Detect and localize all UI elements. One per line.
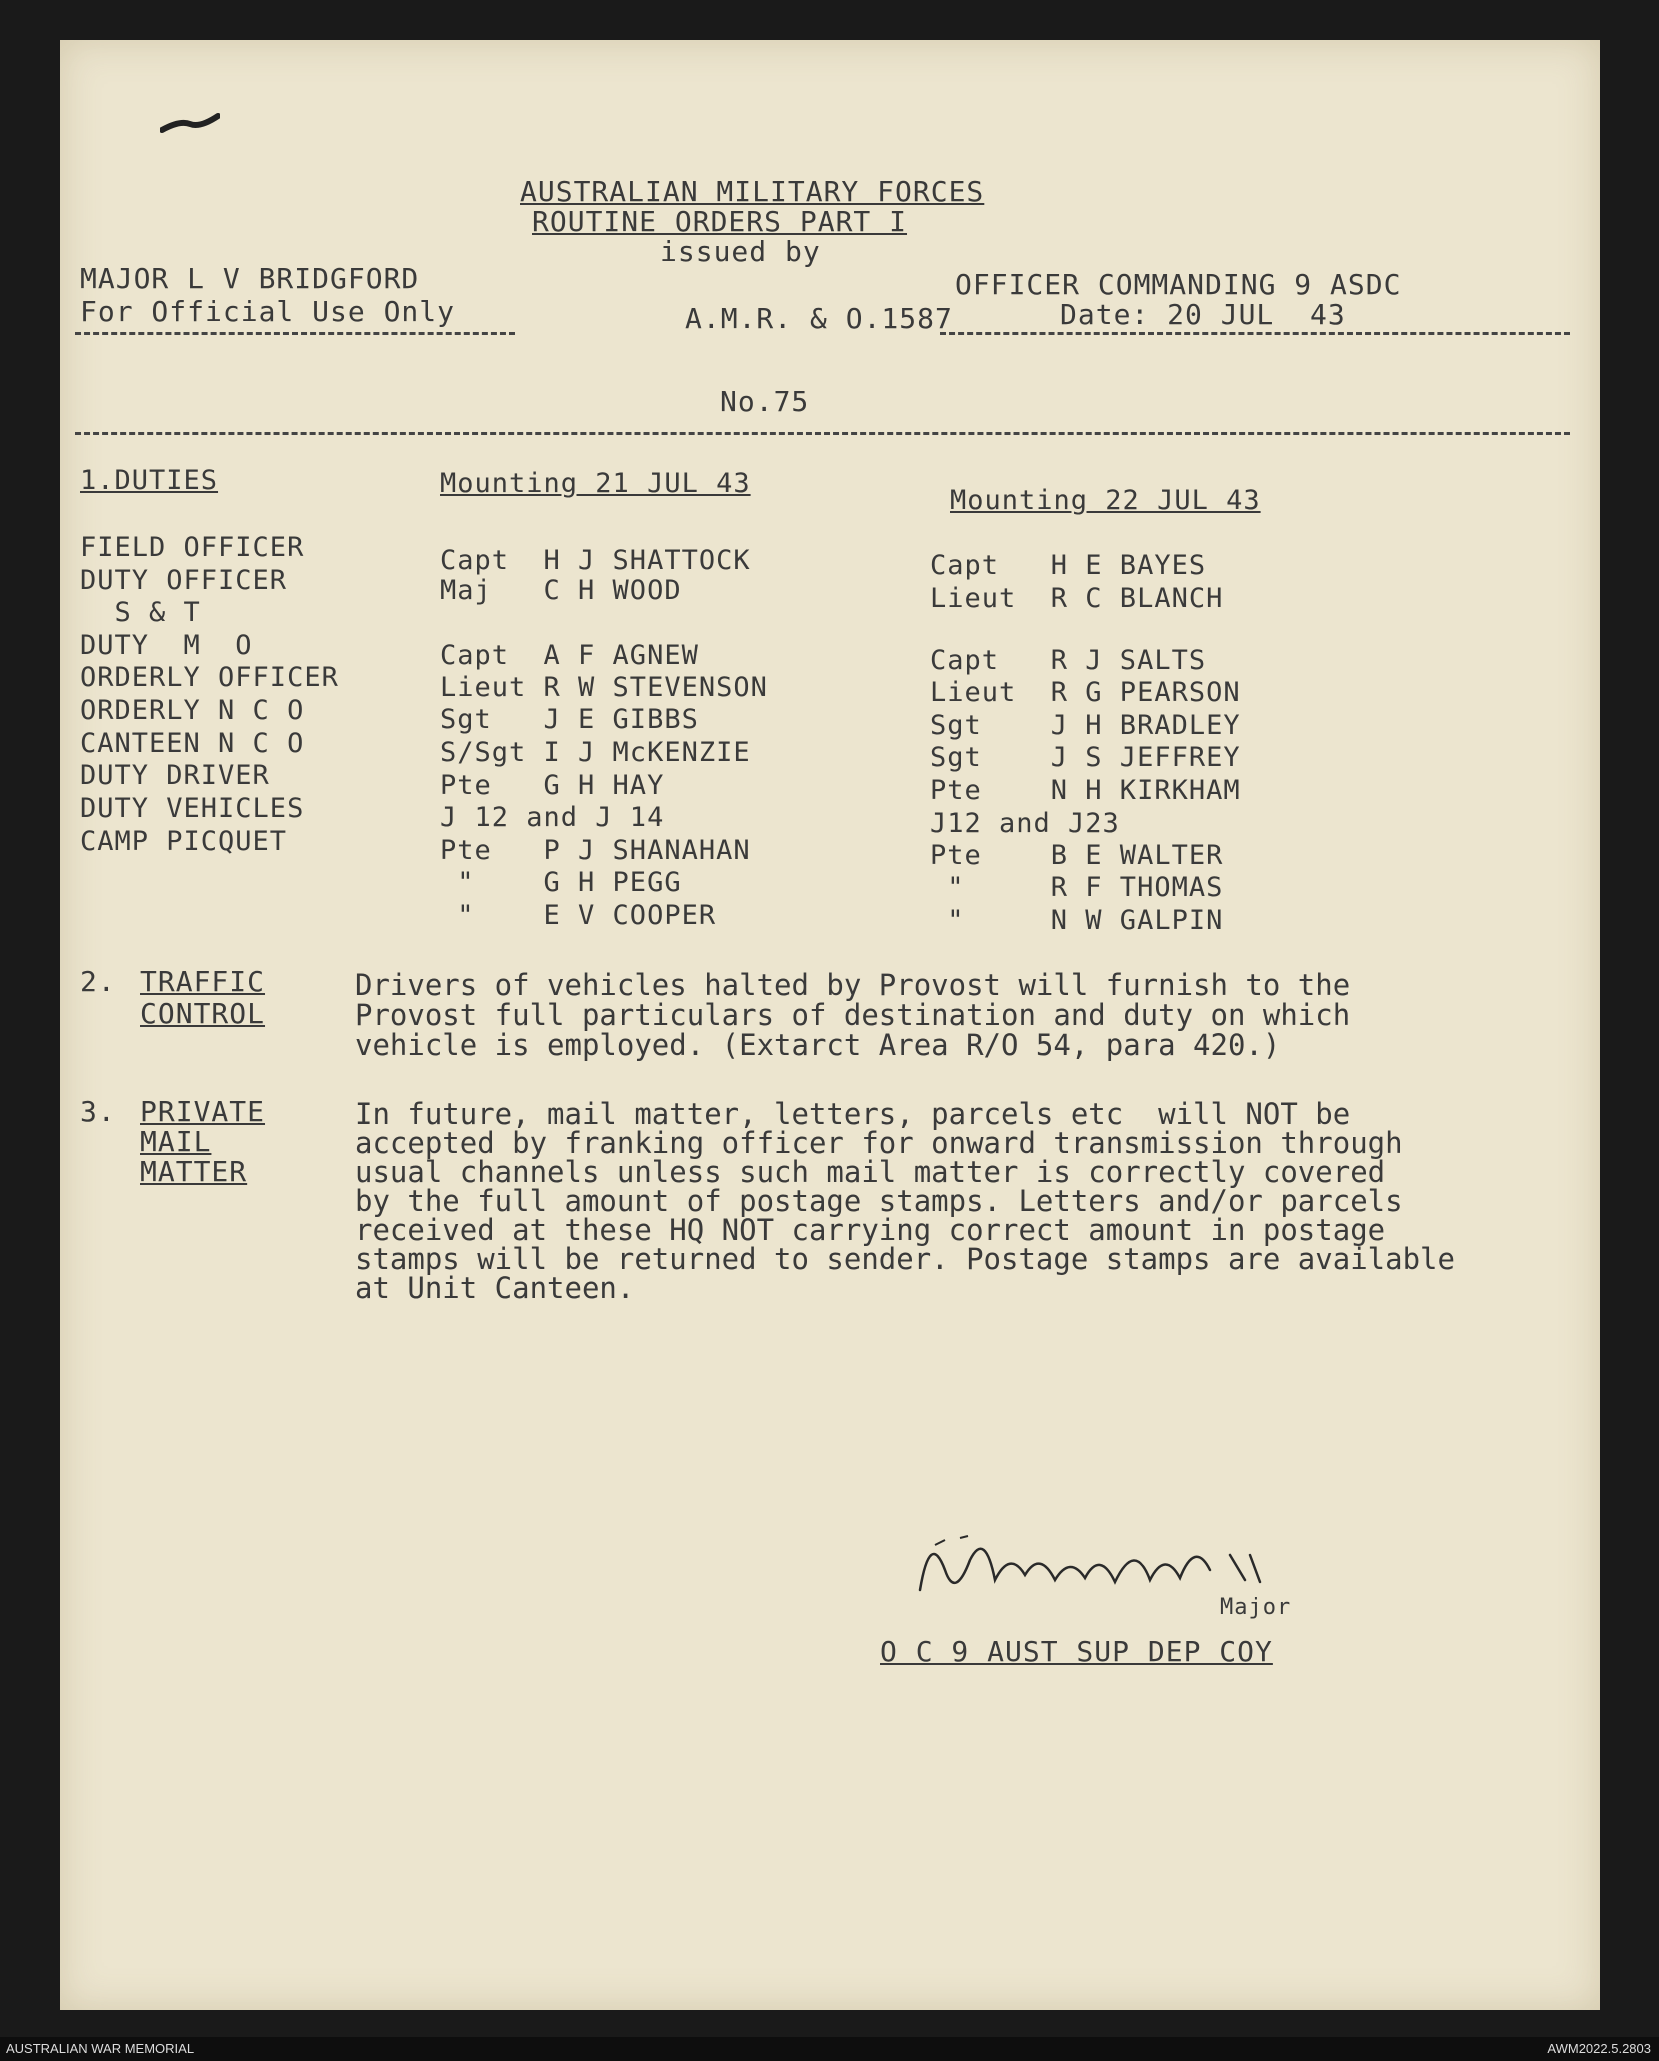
duties-heading: 1.DUTIES	[80, 465, 219, 496]
archive-reference: AWM2022.5.2803	[1547, 2041, 1651, 2056]
duty-col1: Lieut R W STEVENSON	[440, 672, 768, 703]
duty-col2: Capt H E BAYES	[930, 550, 1207, 581]
order-date: Date: 20 JUL 43	[1060, 298, 1346, 331]
header-rule-right	[940, 332, 1570, 335]
mail-body: In future, mail matter, letters, parcels etc will NOT be accepted by franking officer for onward transmission through usual channels unless such mail matter is correctly covered by the full amount of postage stamps. Letters and/or parcels received at these HQ NOT carrying correct amount in postage stamps will be returned to sender. Postage stamps are available at Unit Canteen.	[355, 1097, 1455, 1305]
title-line-1: AUSTRALIAN MILITARY FORCES	[520, 175, 985, 208]
duty-col2: Capt R J SALTS	[930, 645, 1207, 676]
mail-number: 3.	[80, 1095, 116, 1128]
column-heading-21-jul: Mounting 21 JUL 43	[440, 468, 751, 499]
duty-col1: Capt A F AGNEW	[440, 640, 699, 671]
duty-col1: Maj C H WOOD	[440, 575, 682, 606]
duty-label: CAMP PICQUET	[80, 826, 288, 857]
duty-col2: J12 and J23	[930, 808, 1120, 839]
duty-col1: Pte G H HAY	[440, 770, 665, 801]
traffic-heading-2: CONTROL	[140, 997, 266, 1030]
header-rule-left	[75, 332, 515, 335]
duty-col1: " E V COOPER	[440, 900, 717, 931]
signature-unit: O C 9 AUST SUP DEP COY	[880, 1635, 1273, 1668]
signature-rank: Major	[1220, 1595, 1292, 1620]
duty-col2: Pte B E WALTER	[930, 840, 1224, 871]
duty-label: DUTY DRIVER	[80, 760, 270, 791]
duty-label: ORDERLY OFFICER	[80, 662, 339, 693]
duty-label: DUTY M O	[80, 630, 253, 661]
archive-footer	[0, 2037, 1659, 2061]
section-rule	[75, 432, 1570, 435]
duty-col2: " R F THOMAS	[930, 872, 1224, 903]
issued-by: issued by	[660, 235, 821, 268]
pin-mark-icon	[160, 110, 220, 136]
mail-heading-1: PRIVATE	[140, 1095, 266, 1128]
order-number: No.75	[720, 385, 810, 418]
duty-col1: S/Sgt I J McKENZIE	[440, 737, 751, 768]
column-heading-22-jul: Mounting 22 JUL 43	[950, 485, 1261, 516]
traffic-number: 2.	[80, 965, 116, 998]
traffic-body: Drivers of vehicles halted by Provost will furnish to the Provost full particulars of destination and duty on which vehicle is employed. (Extarct Area R/O 54, para 420.)	[355, 968, 1351, 1062]
duty-col1: Pte P J SHANAHAN	[440, 835, 751, 866]
commanding-officer: OFFICER COMMANDING 9 ASDC	[955, 268, 1402, 301]
archive-name: AUSTRALIAN WAR MEMORIAL	[6, 2041, 195, 2056]
duty-label: S & T	[80, 597, 201, 628]
duty-col2: Sgt J S JEFFREY	[930, 742, 1241, 773]
traffic-heading-1: TRAFFIC	[140, 965, 266, 998]
duty-label: FIELD OFFICER	[80, 532, 305, 563]
title-line-2: ROUTINE ORDERS PART I	[532, 205, 908, 238]
duty-col2: Pte N H KIRKHAM	[930, 775, 1241, 806]
duty-col1: Sgt J E GIBBS	[440, 704, 699, 735]
duty-label: DUTY VEHICLES	[80, 793, 305, 824]
duty-col2: Lieut R G PEARSON	[930, 677, 1241, 708]
issuer-name: MAJOR L V BRIDGFORD	[80, 262, 420, 295]
duty-label: CANTEEN N C O	[80, 728, 305, 759]
duty-col2: " N W GALPIN	[930, 905, 1224, 936]
duty-label: ORDERLY N C O	[80, 695, 305, 726]
duty-col1: Capt H J SHATTOCK	[440, 545, 751, 576]
regulation-ref: A.M.R. & O.1587	[685, 302, 953, 335]
mail-heading-2: MAIL	[140, 1125, 212, 1158]
mail-heading-3: MATTER	[140, 1155, 248, 1188]
official-use-note: For Official Use Only	[80, 295, 456, 328]
duty-col1: J 12 and J 14	[440, 802, 665, 833]
duty-col2: Lieut R C BLANCH	[930, 583, 1224, 614]
duty-col2: Sgt J H BRADLEY	[930, 710, 1241, 741]
duty-col1: " G H PEGG	[440, 867, 682, 898]
duty-label: DUTY OFFICER	[80, 565, 288, 596]
document-sheet	[60, 40, 1600, 2010]
